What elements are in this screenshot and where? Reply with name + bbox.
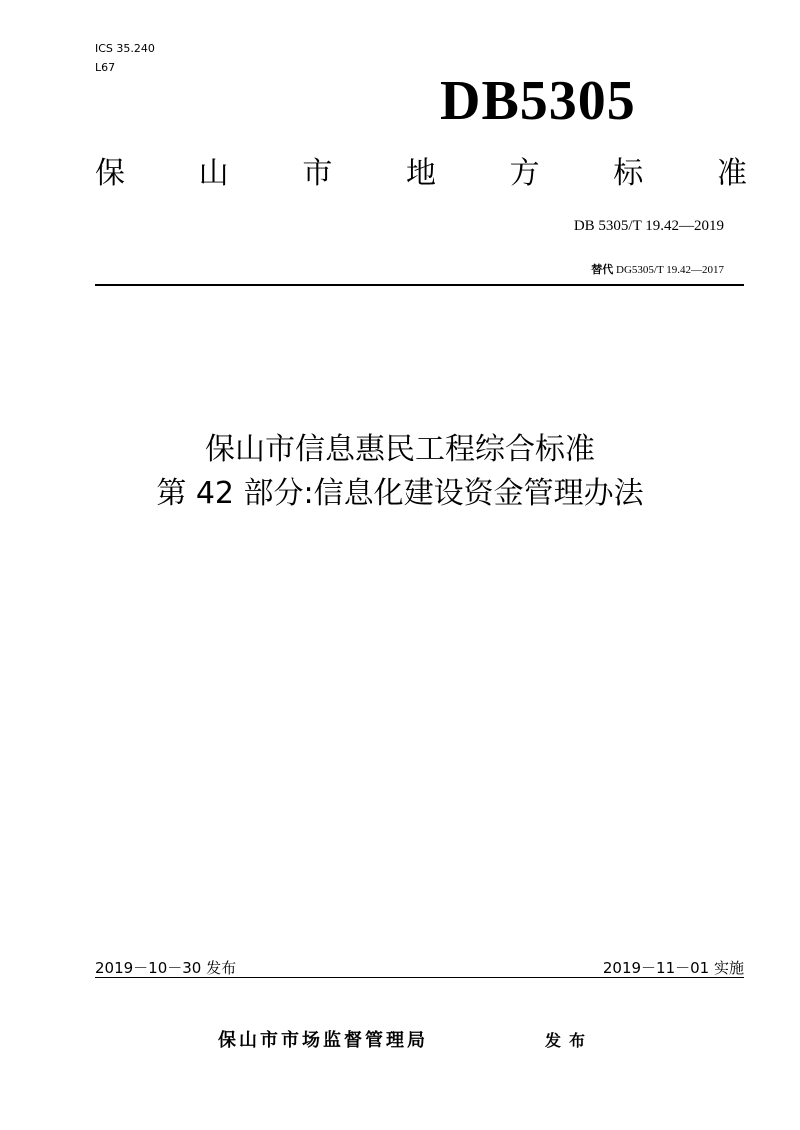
replaces-line [591,262,724,278]
issuing-authority: 保山市市场监督管理局 [218,1030,428,1051]
standard-type-char: 保 [95,156,125,191]
ics-code: ICS 35.240 [95,42,155,55]
header-divider [95,284,744,286]
standard-type-char: 方 [509,156,540,191]
footer-divider [95,977,744,978]
classification-code: L67 [95,61,116,74]
publish-label: 发布 [545,1031,594,1050]
standard-type-char: 准 [716,156,747,191]
standard-type-char: 标 [613,156,644,191]
standard-type-char: 山 [198,156,229,191]
standard-number: DB 5305/T 19.42—2019 [573,218,724,234]
standard-type-char: 地 [405,156,436,191]
document-title [0,428,800,516]
db-code: DB5305 [440,70,636,132]
issue-date: 2019－10－30 发布 [95,959,237,977]
replaces-label: 替代 [591,263,614,276]
title-line-2: 第 42 部分:信息化建设资金管理办法 [156,476,644,511]
standard-type-char: 市 [302,156,333,191]
replaces-number: DG5305/T 19.42—2017 [616,264,724,276]
implementation-date: 2019－11－01 实施 [602,959,744,977]
standard-type [95,154,747,194]
title-line-1: 保山市信息惠民工程综合标准 [205,432,595,467]
